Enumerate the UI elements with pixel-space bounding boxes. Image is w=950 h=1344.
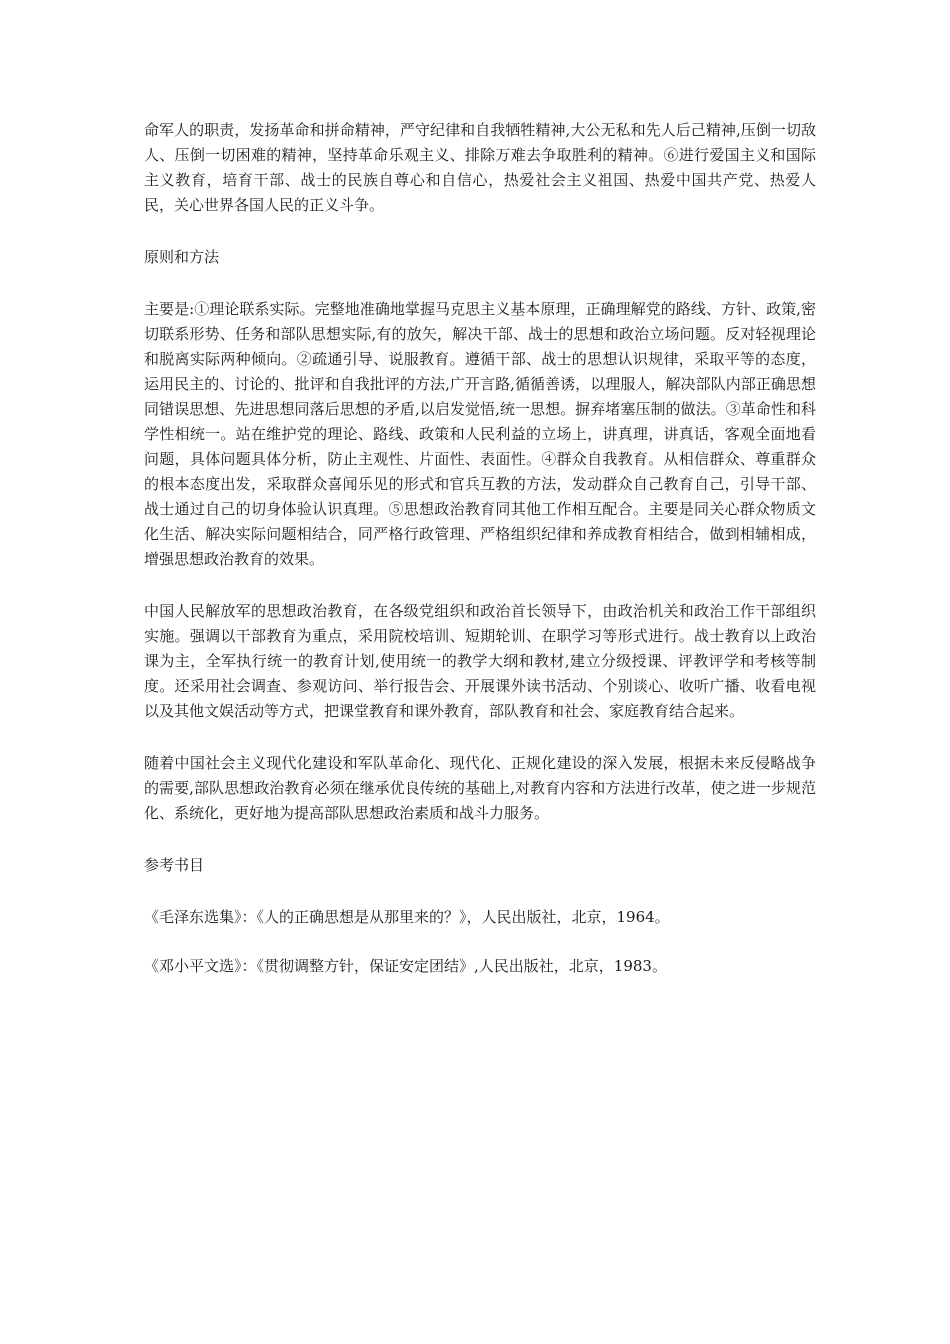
paragraph-principles: 主要是:①理论联系实际。完整地准确地掌握马克思主义基本原理，正确理解党的路线、方针、政策,密切联系形势、任务和部队思想实际,有的放矢，解决干部、战士的思想和政治立场问题。反对轻视理论和脱离实际两种倾向。②疏通引导、说服教育。遵循干部、战士的思想认识规律，采取平等的态度，运用民主的、讨论的、批评和自我批评的方法,广开言路,循循善诱，以理服人，解决部队内部正确思想同错误思想、先进思想同落后思想的矛盾,以启发觉悟,统一思想。摒弃堵塞压制的做法。③革命性和科学性相统一。站在维护党的理论、路线、政策和人民利益的立场上，讲真理，讲真话，客观全面地看问题，具体问题具体分析，防止主观性、片面性、表面性。④群众自我教育。从相信群众、尊重群众的根本态度出发，采取群众喜闻乐见的形式和官兵互教的方法，发动群众自己教育自己，引导干部、战士通过自己的切身体验认识真理。⑤思想政治教育同其他工作相互配合。主要是同关心群众物质文化生活、解决实际问题相结合，同严格行政管理、严格组织纪律和养成教育相结合，做到相辅相成，增强思想政治教育的效果。 <box>144 300 816 568</box>
paragraph-implementation: 中国人民解放军的思想政治教育，在各级党组织和政治首长领导下，由政治机关和政治工作干部组织实施。强调以干部教育为重点，采用院校培训、短期轮训、在职学习等形式进行。战士教育以上政治课为主，全军执行统一的教育计划,使用统一的教学大纲和教材,建立分级授课、评教评学和考核等制度。还采用社会调查、参观访问、举行报告会、开展课外读书活动、个别谈心、收听广播、收看电视以及其他文娱活动等方式，把课堂教育和课外教育，部队教育和社会、家庭教育结合起来。 <box>144 602 816 720</box>
reference-item-1: 《毛泽东选集》：《人的正确思想是从那里来的？》，人民出版社，北京，1964。 <box>144 908 670 926</box>
paragraph-future-reform: 随着中国社会主义现代化建设和军队革命化、现代化、正规化建设的深入发展，根据未来反侵略战争的需要,部队思想政治教育必须在继承优良传统的基础上,对教育内容和方法进行改革，使之进一步规范化、系统化，更好地为提高部队思想政治素质和战斗力服务。 <box>144 754 816 822</box>
reference-item-2: 《邓小平文选》：《贯彻调整方针，保证安定团结》,人民出版社，北京，1983。 <box>144 957 667 975</box>
paragraph-patriotic-education: 命军人的职责，发扬革命和拼命精神，严守纪律和自我牺牲精神,大公无私和先人后己精神,压倒一切敌人、压倒一切困难的精神，坚持革命乐观主义、排除万难去争取胜利的精神。⑥进行爱国主义和国际主义教育，培育干部、战士的民族自尊心和自信心，热爱社会主义祖国、热爱中国共产党、热爱人民，关心世界各国人民的正义斗争。 <box>144 121 816 214</box>
heading-references: 参考书目 <box>144 856 205 874</box>
heading-principles-and-methods: 原则和方法 <box>144 248 220 266</box>
document-page <box>144 118 816 1003</box>
